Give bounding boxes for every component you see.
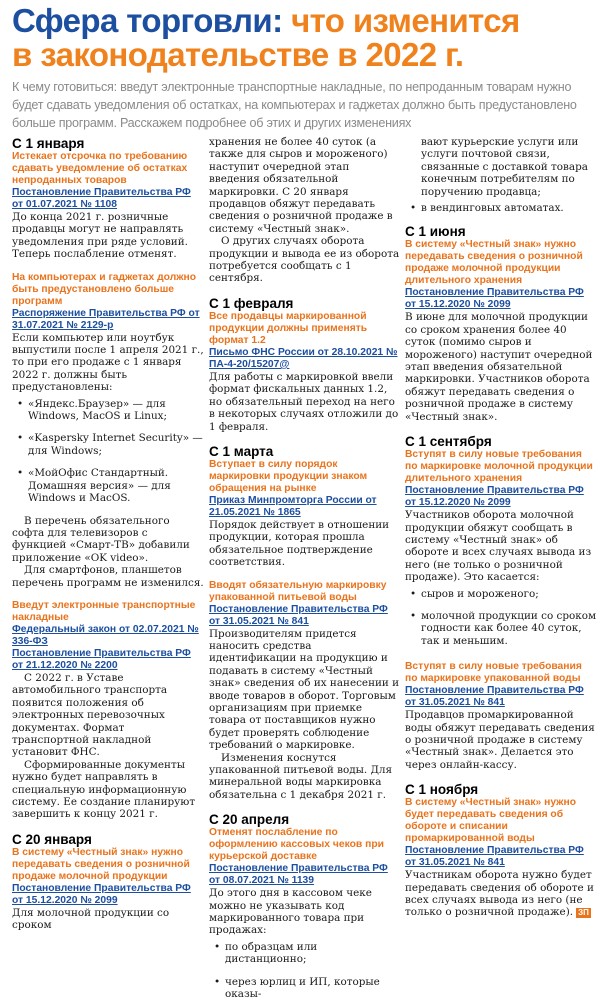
list-item: • молочной продукции со сроком годности как более 40 суток, так и меньшим. [405,610,597,647]
section-date: С 1 ноября [405,782,479,798]
section-text: Продавцов промаркированной воды обяжут передавать сведения о розничной продаже в систему «Честный знак». Делается это через онлайн-кассу. [405,709,595,771]
list-item: • по образцам или дистанционно; [209,941,401,966]
product-list [405,588,597,648]
legal-reference-link[interactable]: Постановление Правительства РФ от 21.12.2020 № 2200 [12,647,191,671]
section-text: Для молочной продукции со сроком [12,906,170,932]
legal-reference-link[interactable]: Постановление Правительства РФ от 31.05.2021 № 841 [405,845,584,869]
legal-reference-link[interactable]: Приказ Минпромторга России от 21.05.2021 № 1865 [209,494,377,518]
legal-reference-link[interactable]: Письмо ФНС России от 28.10.2021 № ПА-4-20/15207@ [209,346,398,370]
section-text: Для работы с маркировкой ввели формат фискальных данных 1.2, но обязательный переход на него в некоторых случаях отложили до 1 февраля. [209,370,399,433]
section-headline: Истекает отсрочка по требованию сдавать уведомление об остатках непроданных товаров [12,151,188,186]
section-headline: В систему «Честный знак» нужно будет передавать сведения об обороте и списании промаркированной воды [405,797,576,845]
title-part-1: Сфера торговли: [12,2,283,39]
sales-case-list [405,202,597,214]
section-headline: Все продавцы маркированной продукции должны применять формат 1.2 [209,310,368,346]
section-text: Производителям придется наносить средства идентификации на продукцию и подавать в систему «Честный знак» сведения об их нанесении и вводе товаров в оборот. Торговым организациям при приемке товара от поставщиков нужно будет проверять соблюдение требований о маркировке. [209,627,400,752]
section-text: Если компьютер или ноутбук выпустили после 1 апреля 2021 г., то при его продаже с 1 января 2022 г. должны быть предустановлены: [12,331,204,394]
section-text: хранения не более 40 суток (а также для сыров и мороженого) наступит очередной этап введения обязательной маркировки. С 20 января продавцов обяжут передавать сведения о розничной продаже в систему «Честный знак». [209,136,393,235]
section-headline: Вступает в силу порядок маркировки продукции знаком обращения на рынке [209,458,368,494]
list-item: • сыров и мороженого; [405,588,597,600]
section-text: О других случаях оборота продукции и вывода ее из оборота потребуется сообщать с 1 сентября. [209,235,400,285]
software-list [12,398,204,505]
legal-reference-link[interactable]: Постановление Правительства РФ от 15.12.2020 № 2099 [12,882,191,906]
section-text: Сформированные документы нужно будет направлять в специальную информационную систему. Ее создание планируют завершить к концу 2021 г. [12,758,196,821]
column-1 [12,136,204,932]
section-date: С 1 января [12,136,85,151]
list-item: • через юрлиц и ИП, которые оказы- [209,976,401,1000]
title-line-2: в законодательстве в 2022 г. [12,36,464,73]
closing-text: Участникам оборота нужно будет передавать сведения об обороте и всех случаях вывода из него (не только о розничной продаже). [405,869,594,919]
section-text: В перечень обязательного софта для телевизоров с функцией «Смарт-ТВ» добавили приложение «OK video». [12,514,190,564]
section-text: Порядок действует в отношении продукции, которая прошла обязательное подтверждение соответствия. [209,518,390,569]
column-2 [209,136,401,1000]
section-text: вают курьерские услуги или услуги почтовой связи, связанные с доставкой товара конечным потребителям по поручению продавца; [421,136,588,198]
section-text [405,869,597,919]
section-headline: В систему «Честный знак» нужно передавать сведения о розничной продаже молочной продукции [12,846,190,882]
section-date: С 1 февраля [209,295,294,311]
section-text: С 2022 г. в Уставе автомобильного транспорта появится положения об электронных перевозочных документах. Формат транспортной накладной установит ФНС. [12,671,168,759]
section-date: С 20 апреля [209,812,290,828]
legal-reference-link[interactable]: Постановление Правительства РФ от 15.12.2020 № 2099 [405,485,584,509]
title-part-2: что изменится [291,2,520,39]
list-item: • «Kaspersky Internet Security» — для Windows; [12,432,204,457]
section-text: Изменения коснутся упакованной питьевой воды. Для минеральной воды маркировка обязательна с 1 декабря 2021 г. [209,751,393,801]
section-headline: На компьютерах и гаджетах должно быть предустановлено больше программ [12,271,197,307]
section-text: До этого дня в кассовом чеке можно не указывать код маркированного товара при продажах: [209,887,372,937]
section-date: С 20 января [12,831,92,847]
section-date: С 1 июня [405,224,466,240]
publication-logo: ЗП [578,908,589,918]
legal-reference-link[interactable]: Постановление Правительства РФ от 08.07.2021 № 1139 [209,863,388,887]
section-headline: Отменят послабление по оформлению кассовых чеков при курьерской доставке [209,827,384,863]
legal-reference-link[interactable]: Постановление Правительства РФ от 31.05.2021 № 841 [405,685,584,709]
legal-reference-link[interactable]: Федеральный закон от 02.07.2021 № 336-ФЗ [12,623,199,647]
section-text: Для смартфонов, планшетов перечень программ не изменился. [12,564,204,589]
section-text: До конца 2021 г. розничные продавцы могут не направлять уведомления при ряде условий. Теперь послабление отменят. [12,211,188,261]
article-title [12,4,592,72]
section-headline: Вводят обязательную маркировку упакованной питьевой воды [209,579,387,603]
section-headline: В систему «Честный знак» нужно передавать сведения о розничной продаже молочной продукции длительного хранения [405,239,583,287]
section-date: С 1 марта [209,443,274,459]
legal-reference-link[interactable]: Постановление Правительства РФ от 15.12.2020 № 2099 [405,287,584,311]
list-item: • «МойОфис Стандартный. Домашняя версия» — для Windows и MacOS. [12,467,204,504]
sales-case-list [209,941,401,1000]
column-3 [405,136,597,919]
section-headline: Вступят в силу новые требования по маркировке молочной продукции длительного хранения [405,449,593,485]
list-item: • в вендинговых автоматах. [405,202,597,214]
section-headline: Введут электронные транспортные накладные [12,599,196,623]
section-text: Участников оборота молочной продукции обяжут сообщать в систему «Честный знак» об обороте и всех случаях вывода из него (не только о розничной продаже). Это касается: [405,509,592,584]
legal-reference-link[interactable]: Распоряжение Правительства РФ от 31.07.2021 № 2129-р [12,307,200,331]
article-lead: К чему готовиться: введут электронные транспортные накладные, по непроданным товарам нужно будет сдавать уведомления об остатках, на компьютерах и гаджетах должно быть предустановлено больше программ. Расскажем подробнее об этих и других изменениях [12,80,577,130]
list-item: • «Яндекс.Браузер» — для Windows, MacOS и Linux; [12,398,204,423]
legal-reference-link[interactable]: Постановление Правительства РФ от 01.07.2021 № 1108 [12,187,191,210]
section-date: С 1 сентября [405,434,492,450]
legal-reference-link[interactable]: Постановление Правительства РФ от 31.05.2021 № 841 [209,603,388,627]
section-headline: Вступят в силу новые требования по маркировке упакованной воды [405,661,582,685]
section-text: В июне для молочной продукции со сроком хранения более 40 суток (помимо сыров и мороженого) наступит очередной этап введения обязательной маркировки. Участников оборота обяжут передавать сведения о розничной продаже в систему «Честный знак». [405,311,593,423]
